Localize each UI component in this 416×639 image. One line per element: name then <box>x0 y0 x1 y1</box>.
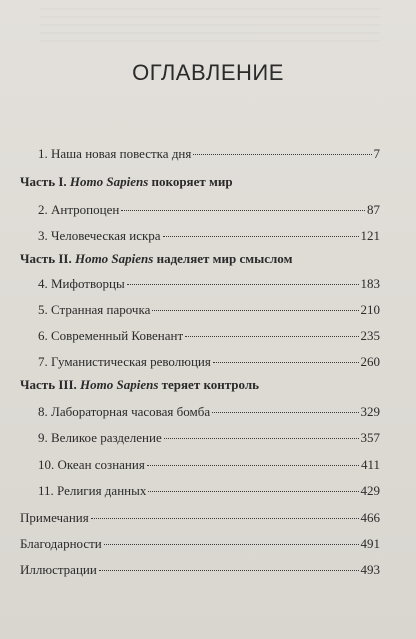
dot-leader <box>212 412 358 413</box>
dot-leader <box>147 465 359 466</box>
toc-entry-page: 235 <box>360 328 380 343</box>
part-suffix: покоряет мир <box>148 174 233 189</box>
part-prefix: Часть III. <box>20 377 80 392</box>
part-heading-1 <box>20 174 400 190</box>
toc-entry-page: 260 <box>360 354 380 369</box>
toc-entry-notes <box>20 510 380 526</box>
dot-leader <box>152 310 358 311</box>
toc-entry-page: 357 <box>360 430 380 445</box>
part-prefix: Часть II. <box>20 251 75 266</box>
show-through-text <box>40 8 380 48</box>
dot-leader <box>213 362 359 363</box>
toc-entry-10 <box>38 457 380 473</box>
toc-entry-label: 11. Религия данных <box>38 483 147 498</box>
toc-entry-acknowledgements <box>20 536 380 552</box>
toc-entry-label: 8. Лабораторная часовая бомба <box>38 404 211 419</box>
toc-entry-7 <box>38 354 380 370</box>
toc-entry-page: 210 <box>360 302 380 317</box>
toc-entry-11 <box>38 483 380 499</box>
toc-entry-page: 493 <box>360 562 380 577</box>
part-suffix: теряет контроль <box>158 377 260 392</box>
part-prefix: Часть I. <box>20 174 70 189</box>
toc-entry-label: 1. Наша новая повестка дня <box>38 146 192 161</box>
toc-entry-page: 87 <box>367 202 380 217</box>
dot-leader <box>104 544 359 545</box>
toc-entry-label: 7. Гуманистическая революция <box>38 354 211 369</box>
dot-leader <box>148 491 358 492</box>
dot-leader <box>121 210 365 211</box>
page-title: ОГЛАВЛЕНИЕ <box>132 60 284 85</box>
toc-entry-illustrations <box>20 562 380 578</box>
toc-entry-6 <box>38 328 380 344</box>
toc-entry-8 <box>38 404 380 420</box>
toc-entry-label: 3. Человеческая искра <box>38 228 161 243</box>
part-species-name: Homo Sapiens <box>80 377 159 392</box>
toc-entry-page: 466 <box>360 510 380 525</box>
dot-leader <box>185 336 358 337</box>
toc-entry-page: 183 <box>360 276 380 291</box>
toc-entry-intro <box>38 146 380 162</box>
toc-entry-label: 5. Странная парочка <box>38 302 151 317</box>
dot-leader <box>99 570 359 571</box>
toc-entry-label: 9. Великое разделение <box>38 430 162 445</box>
toc-entry-2 <box>38 202 380 218</box>
toc-entry-5 <box>38 302 380 318</box>
toc-entry-page: 329 <box>360 404 380 419</box>
toc-entry-label: Иллюстрации <box>20 562 97 577</box>
toc-entry-label: Примечания <box>20 510 89 525</box>
toc-entry-9 <box>38 430 380 446</box>
part-heading-3 <box>20 377 400 393</box>
part-species-name: Homo Sapiens <box>69 174 149 189</box>
part-species-name: Homo Sapiens <box>74 251 154 266</box>
toc-entry-page: 121 <box>360 228 380 243</box>
toc-entry-page: 411 <box>360 457 380 472</box>
toc-entry-label: 4. Мифотворцы <box>38 276 125 291</box>
dot-leader <box>91 518 359 519</box>
toc-entry-3 <box>38 228 380 244</box>
toc-entry-page: 429 <box>360 483 380 498</box>
dot-leader <box>164 438 359 439</box>
toc-entry-label: 2. Антропоцен <box>38 202 120 217</box>
part-heading-2 <box>20 251 400 267</box>
toc-entry-4 <box>38 276 380 292</box>
dot-leader <box>127 284 359 285</box>
toc-entry-label: 10. Океан сознания <box>38 457 145 472</box>
toc-entry-page: 7 <box>373 146 380 161</box>
toc-entry-label: Благодарности <box>20 536 102 551</box>
toc-entry-label: 6. Современный Ковенант <box>38 328 184 343</box>
toc-entry-page: 491 <box>360 536 380 551</box>
part-suffix: наделяет мир смыслом <box>153 251 293 266</box>
dot-leader <box>163 236 359 237</box>
dot-leader <box>193 154 371 155</box>
